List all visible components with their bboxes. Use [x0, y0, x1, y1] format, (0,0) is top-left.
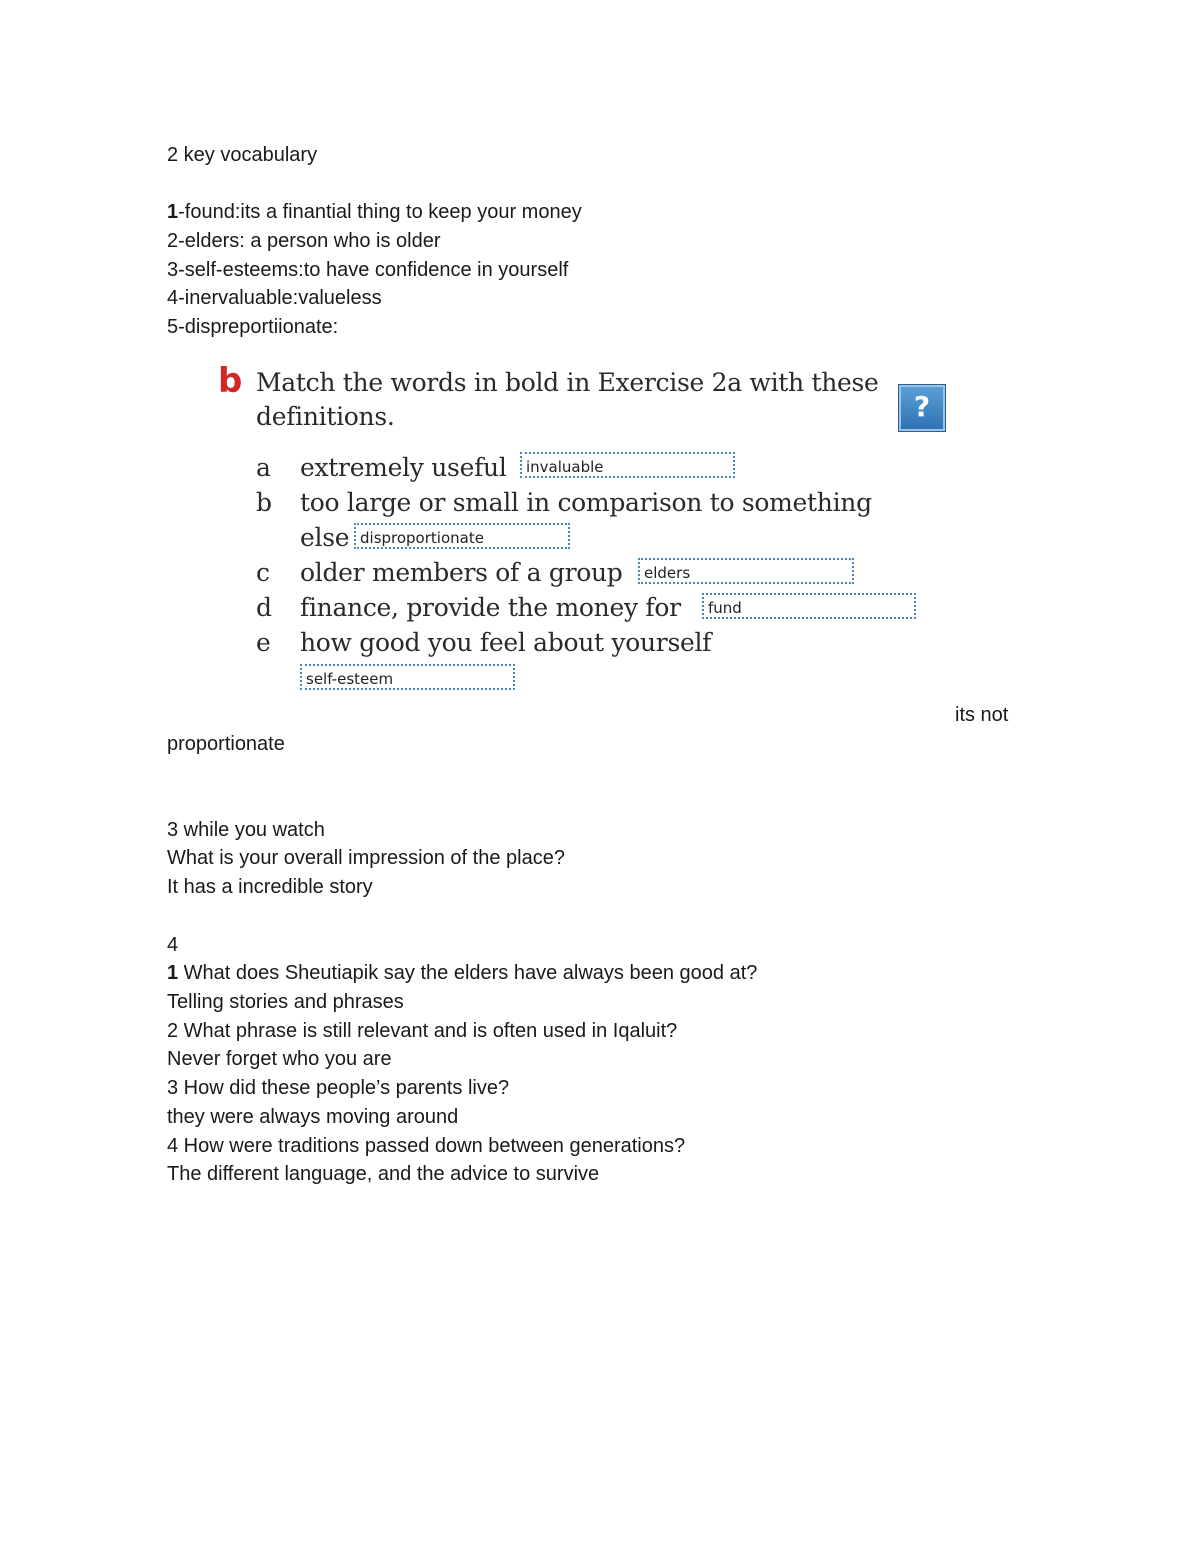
vocab-item-1	[167, 200, 582, 224]
vocab-item-number: 4	[167, 287, 179, 309]
exercise-letter: b	[218, 361, 243, 401]
answer-field-d[interactable]: fund	[702, 593, 916, 619]
exercise-item-text-continued: else	[300, 523, 350, 552]
exercise-item-letter: c	[256, 558, 271, 587]
exercise-item-letter: b	[256, 488, 273, 517]
answer-1: Telling stories and phrases	[167, 991, 404, 1013]
section-3-heading: 3 while you watch	[167, 819, 325, 841]
section-3-answer: It has a incredible story	[167, 876, 373, 898]
answer-2: Never forget who you are	[167, 1048, 392, 1070]
question-3	[167, 1076, 509, 1100]
question-number: 3	[167, 1077, 179, 1099]
exercise-item-text: finance, provide the money for	[300, 593, 681, 622]
vocab-item-text: -found:its a finantial thing to keep your money	[178, 201, 582, 223]
vocab-item-number: 2	[167, 230, 179, 252]
vocab-item-number: 3	[167, 259, 179, 281]
exercise-image	[210, 360, 955, 700]
vocab-item-text: -self-esteems:to have confidence in yourself	[178, 259, 569, 281]
help-icon[interactable]: ?	[899, 385, 945, 431]
exercise-title: Match the words in bold in Exercise 2a with these definitions.	[256, 368, 879, 431]
definition-continuation-left: proportionate	[167, 733, 285, 755]
answer-field-b[interactable]: disproportionate	[354, 523, 570, 549]
exercise-item-text: how good you feel about yourself	[300, 628, 712, 657]
exercise-item-text: older members of a group	[300, 558, 623, 587]
question-number: 2	[167, 1020, 179, 1042]
exercise-item-letter: e	[256, 628, 271, 657]
question-text: What phrase is still relevant and is often used in Iqaluit?	[178, 1020, 678, 1042]
vocab-item-number: 5	[167, 316, 179, 338]
vocab-item-2	[167, 229, 440, 253]
vocab-item-number: 1	[167, 201, 179, 223]
vocab-item-4	[167, 286, 382, 310]
exercise-item-text: extremely useful	[300, 453, 507, 482]
exercise-item-letter: d	[256, 593, 273, 622]
question-text: How did these people’s parents live?	[178, 1077, 510, 1099]
answer-3: they were always moving around	[167, 1106, 459, 1128]
question-4	[167, 1134, 685, 1158]
question-number: 4	[167, 1135, 179, 1157]
vocab-item-text: -dispreportiionate:	[178, 316, 339, 338]
answer-4: The different language, and the advice to survive	[167, 1163, 600, 1185]
question-number: 1	[167, 962, 179, 984]
answer-field-a[interactable]: invaluable	[520, 452, 735, 478]
question-text: What does Sheutiapik say the elders have always been good at?	[178, 962, 758, 984]
section-2-heading: 2 key vocabulary	[167, 144, 318, 166]
question-2	[167, 1019, 677, 1043]
vocab-item-3	[167, 258, 568, 282]
exercise-item-letter: a	[256, 453, 271, 482]
vocab-item-5	[167, 315, 338, 339]
vocab-item-text: -elders: a person who is older	[178, 230, 441, 252]
exercise-item-text: too large or small in comparison to something	[300, 488, 872, 517]
question-1	[167, 961, 757, 985]
question-text: How were traditions passed down between generations?	[178, 1135, 686, 1157]
definition-continuation-right: its not	[955, 704, 1009, 726]
answer-field-c[interactable]: elders	[638, 558, 854, 584]
section-4-heading: 4	[167, 934, 179, 956]
section-3-question: What is your overall impression of the place?	[167, 847, 565, 869]
vocab-item-text: -inervaluable:valueless	[178, 287, 382, 309]
answer-field-e[interactable]: self-esteem	[300, 664, 515, 690]
